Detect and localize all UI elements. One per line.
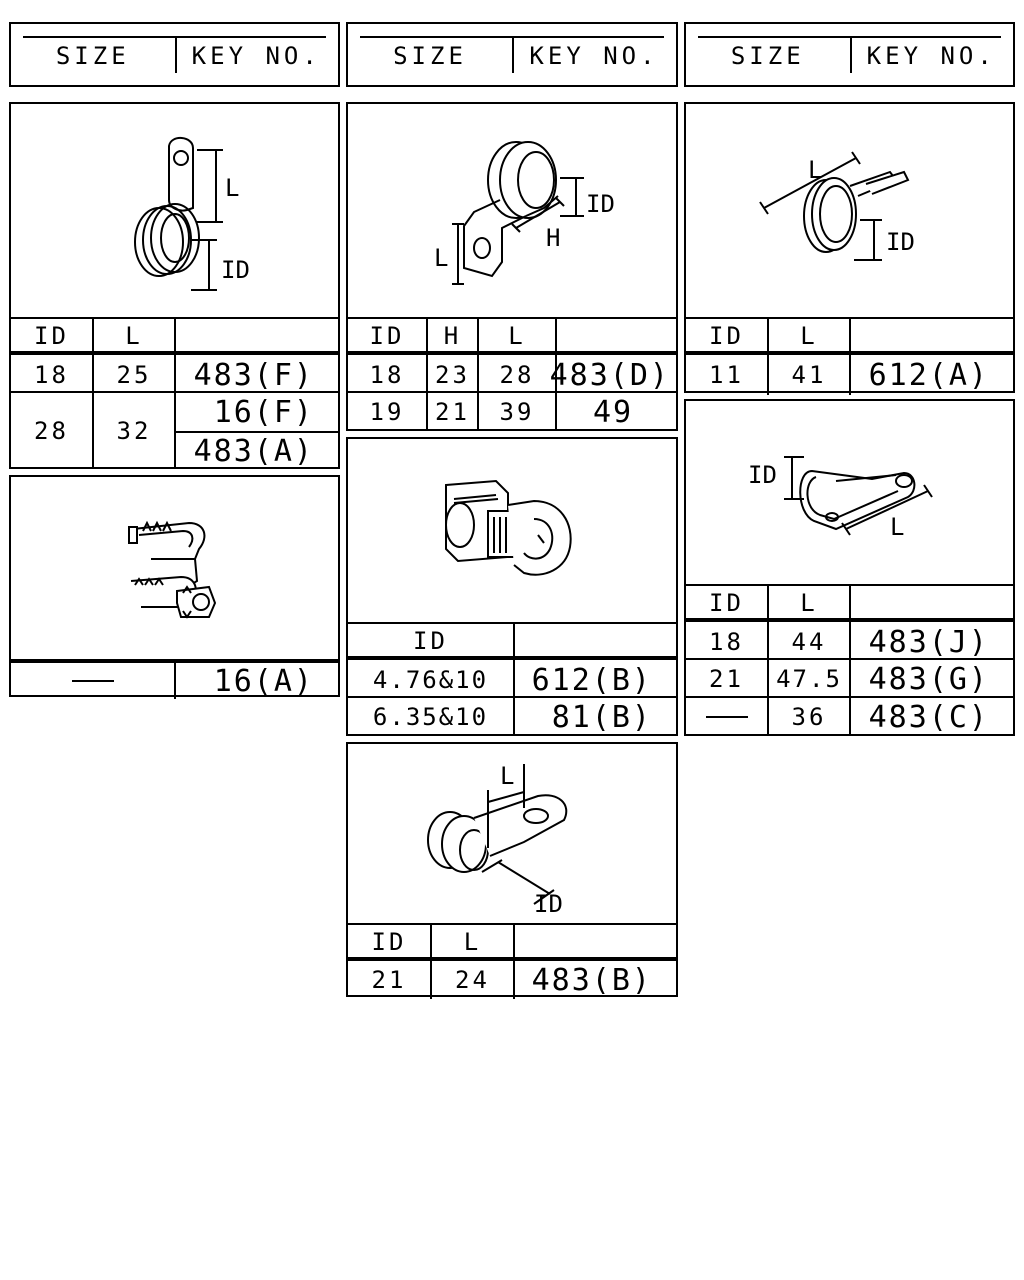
flat-clamp-figure bbox=[686, 401, 1013, 584]
column-header-key bbox=[555, 319, 676, 353]
id-cell: 21 bbox=[371, 966, 407, 994]
flat-clamp-panel bbox=[684, 399, 1015, 736]
key-no-header: KEY NO. bbox=[866, 42, 996, 70]
l-dimension-label: L bbox=[500, 762, 515, 790]
key-no-cell: 483(B) bbox=[513, 961, 676, 999]
header-box-3 bbox=[684, 22, 1015, 87]
id-cell: 18 bbox=[34, 361, 69, 389]
table-row bbox=[348, 696, 676, 736]
twin-clip-drawing bbox=[348, 439, 676, 622]
hose-holder-drawing bbox=[11, 477, 338, 659]
key-no-cell: 483(G) bbox=[849, 660, 1013, 698]
table-row bbox=[348, 656, 676, 700]
twin-clip-panel bbox=[346, 437, 678, 736]
id-cell bbox=[11, 663, 174, 699]
l-cell: 41 bbox=[767, 355, 849, 395]
column-header-l: L bbox=[767, 586, 849, 620]
column-header-id: ID bbox=[34, 322, 69, 350]
header-box-1 bbox=[9, 22, 340, 87]
key-no-cell: 483(J) bbox=[849, 622, 1013, 662]
l-dimension-label: L bbox=[225, 174, 240, 202]
column-header-id: ID bbox=[413, 627, 448, 655]
header-box-2 bbox=[346, 22, 678, 87]
column-header-key bbox=[513, 624, 676, 658]
band-clamp-drawing bbox=[686, 104, 1013, 317]
h-cell: 23 bbox=[426, 355, 477, 395]
column-header-l: L bbox=[92, 319, 174, 353]
bracket-clamp-panel bbox=[346, 102, 678, 431]
id-cell: 18 bbox=[709, 628, 744, 656]
key-no-cell: 49 bbox=[555, 393, 676, 431]
table-header-row bbox=[686, 317, 1013, 353]
h-dimension-label: H bbox=[546, 224, 561, 252]
id-cell: 21 bbox=[709, 665, 744, 693]
size-header: SIZE bbox=[393, 42, 467, 70]
plate-clamp-drawing bbox=[348, 744, 676, 923]
id-dimension-label: ID bbox=[886, 228, 915, 256]
table-row bbox=[348, 957, 676, 999]
plate-clamp-panel bbox=[346, 742, 678, 997]
band-clamp-panel bbox=[684, 102, 1015, 393]
column-header-l: L bbox=[767, 319, 849, 353]
column-header-key bbox=[849, 586, 1013, 620]
table-header-row bbox=[11, 317, 338, 353]
key-no-cell: 81(B) bbox=[513, 698, 676, 736]
table-row bbox=[686, 618, 1013, 662]
id-cell: 6.35&10 bbox=[372, 703, 489, 731]
band-clamp-figure bbox=[686, 104, 1013, 317]
id-cell: 11 bbox=[709, 361, 744, 389]
key-no-cell: 16(A) bbox=[174, 663, 338, 699]
l-dimension-label: L bbox=[434, 244, 449, 272]
p-clamp-drawing bbox=[11, 104, 338, 317]
id-cell: 18 bbox=[369, 361, 405, 389]
p-clamp-panel bbox=[9, 102, 340, 469]
id-dimension-label: ID bbox=[748, 461, 777, 489]
l-cell: 47.5 bbox=[767, 660, 849, 698]
column-header-l: L bbox=[477, 319, 555, 353]
l-dimension-label: L bbox=[890, 513, 905, 541]
column-header-key bbox=[849, 319, 1013, 353]
l-cell: 24 bbox=[430, 961, 513, 999]
size-header: SIZE bbox=[730, 42, 805, 70]
id-cell: 19 bbox=[369, 398, 405, 426]
size-header: SIZE bbox=[55, 42, 130, 70]
column-header-id: ID bbox=[371, 928, 407, 956]
table-header-row bbox=[348, 923, 676, 959]
plate-clamp-figure bbox=[348, 744, 676, 923]
l-dimension-label: L bbox=[808, 156, 823, 184]
table-header-row bbox=[686, 584, 1013, 620]
no-value-dash bbox=[706, 716, 748, 718]
key-no-header: KEY NO. bbox=[529, 42, 659, 70]
table-row bbox=[348, 391, 676, 431]
id-cell: 4.76&10 bbox=[372, 666, 489, 694]
key-no-cell: 16(F) bbox=[174, 393, 338, 431]
l-cell: 32 bbox=[92, 393, 174, 469]
l-cell: 36 bbox=[767, 698, 849, 736]
table-row bbox=[686, 696, 1013, 736]
id-cell: 28 bbox=[34, 417, 69, 445]
column-header-h: H bbox=[426, 319, 477, 353]
p-clamp-figure bbox=[11, 104, 338, 317]
column-header-key bbox=[513, 925, 676, 959]
key-no-cell: 612(B) bbox=[513, 660, 676, 700]
id-cell bbox=[686, 698, 767, 736]
key-no-cell: 483(F) bbox=[174, 355, 338, 395]
flat-clamp-drawing bbox=[686, 401, 1013, 584]
no-value-dash bbox=[72, 680, 114, 682]
h-cell: 21 bbox=[426, 393, 477, 431]
key-no-header: KEY NO. bbox=[191, 42, 321, 70]
column-header-l: L bbox=[430, 925, 513, 959]
table-row bbox=[686, 351, 1013, 395]
column-header-id: ID bbox=[709, 589, 744, 617]
id-dimension-label: ID bbox=[586, 190, 615, 218]
table-row bbox=[11, 391, 338, 469]
bracket-clamp-figure bbox=[348, 104, 676, 317]
l-cell: 39 bbox=[477, 393, 555, 431]
key-no-cell: 612(A) bbox=[849, 355, 1013, 395]
id-dimension-label: ID bbox=[534, 890, 563, 918]
hose-holder-figure bbox=[11, 477, 338, 659]
column-header-key bbox=[174, 319, 338, 353]
key-no-cell: 483(D) bbox=[555, 355, 676, 395]
column-header-id: ID bbox=[709, 322, 744, 350]
hose-holder-panel bbox=[9, 475, 340, 697]
key-no-cell: 483(C) bbox=[849, 698, 1013, 736]
table-header-row bbox=[348, 317, 676, 353]
l-cell: 25 bbox=[92, 355, 174, 395]
table-row bbox=[686, 658, 1013, 698]
table-header-row bbox=[348, 622, 676, 658]
column-header-id: ID bbox=[369, 322, 405, 350]
key-no-cell: 483(A) bbox=[174, 431, 338, 469]
l-cell: 28 bbox=[477, 355, 555, 395]
bracket-clamp-drawing bbox=[348, 104, 676, 317]
table-row bbox=[348, 351, 676, 395]
id-dimension-label: ID bbox=[221, 256, 250, 284]
table-row bbox=[11, 659, 338, 699]
l-cell: 44 bbox=[767, 622, 849, 662]
table-row bbox=[11, 351, 338, 395]
twin-clip-figure bbox=[348, 439, 676, 622]
